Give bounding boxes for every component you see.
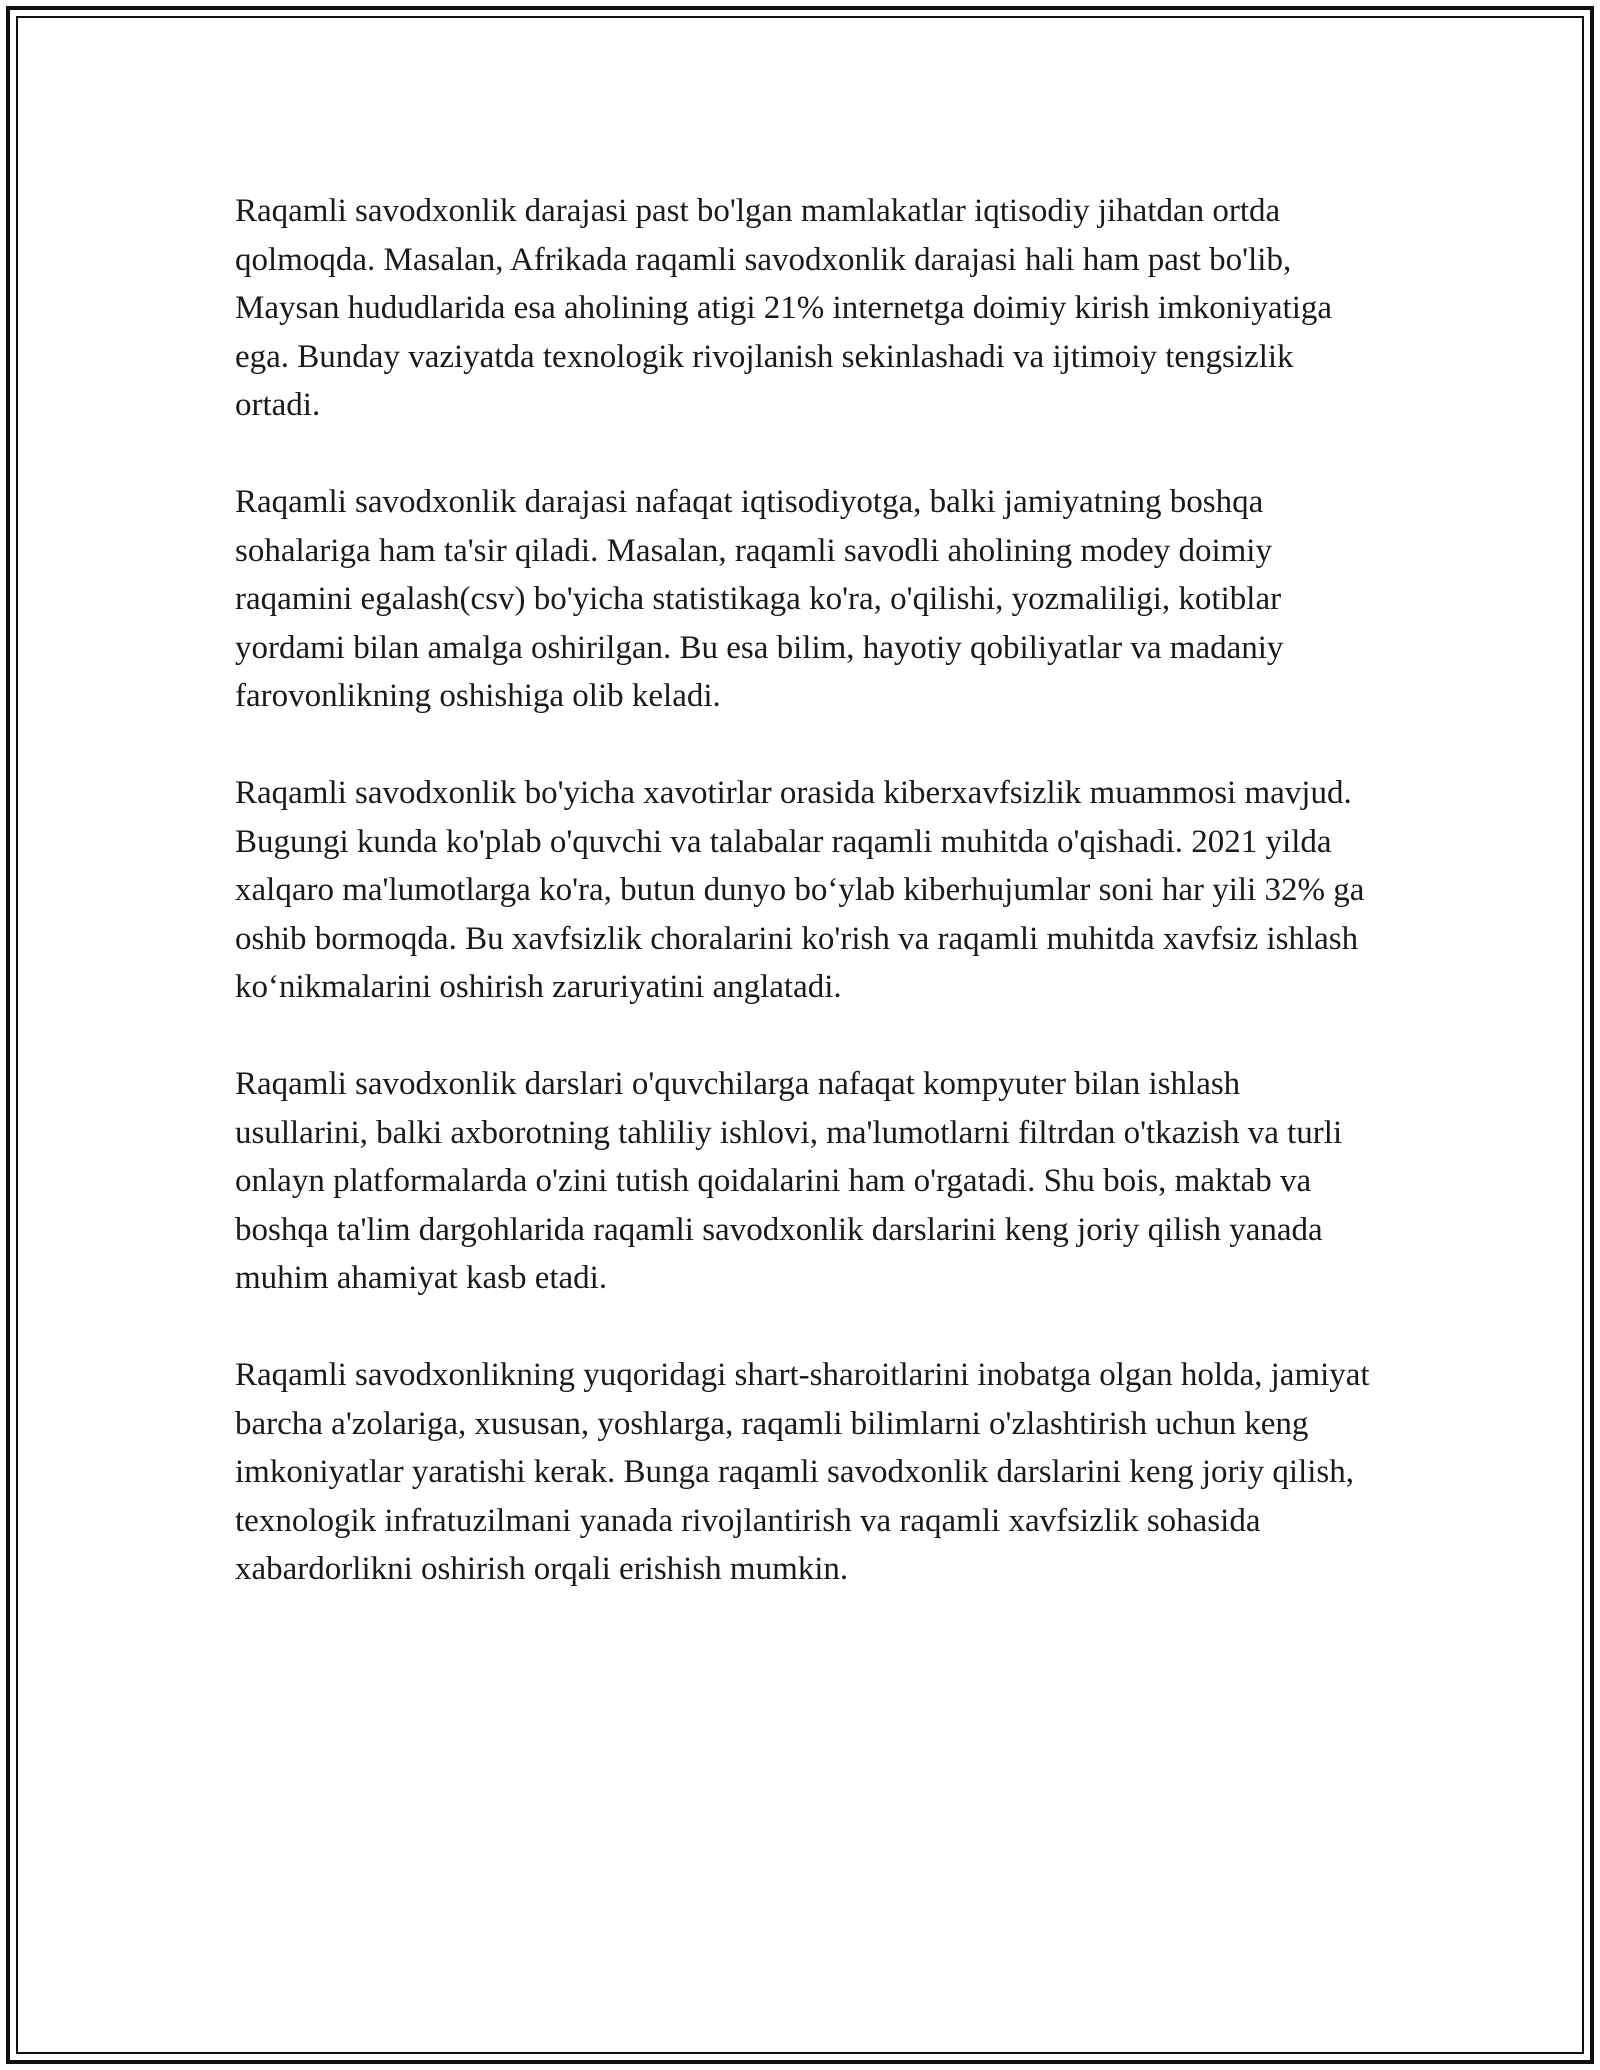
document-body [235, 187, 1375, 1594]
paragraph-1: Raqamli savodxonlik darajasi past bo'lgan mamlakatlar iqtisodiy jihatdan ortda qolmoqda. Masalan, Afrikada raqamli savodxonlik darajasi hali ham past bo'lib, Maysan hududlarida esa aholining atigi 21% internetga doimiy kirish imkoniyatiga ega. Bunday vaziyatda texnologik rivojlanish sekinlashadi va ijtimoiy tengsizlik ortadi. [235, 193, 1333, 423]
paragraph-5: Raqamli savodxonlikning yuqoridagi shart-sharoitlarini inobatga olgan holda, jamiyat barcha a'zolariga, xususan, yoshlarga, raqamli bilimlarni o'zlashtirish uchun keng imkoniyatlar yaratishi kerak. Bunga raqamli savodxonlik darslarini keng joriy qilish, texnologik infratuzilmani yanada rivojlantirish va raqamli xavfsizlik sohasida xabardorlikni oshirish orqali erishish mumkin. [235, 1357, 1370, 1587]
paragraph-3: Raqamli savodxonlik bo'yicha xavotirlar orasida kiberxavfsizlik muammosi mavjud. Bugungi kunda ko'plab o'quvchi va talabalar raqamli muhitda o'qishadi. 2021 yilda xalqaro ma'lumotlarga ko'ra, butun dunyo bo‘ylab kiberhujumlar soni har yili 32% ga oshib bormoqda. Bu xavfsizlik choralarini ko'rish va raqamli muhitda xavfsiz ishlash ko‘nikmalarini oshirish zaruriyatini anglatadi. [235, 775, 1365, 1005]
paragraph-4: Raqamli savodxonlik darslari o'quvchilarga nafaqat kompyuter bilan ishlash usullarini, balki axborotning tahliliy ishlovi, ma'lumotlarni filtrdan o'tkazish va turli onlayn platformalarda o'zini tutish qoidalarini ham o'rgatadi. Shu bois, maktab va boshqa ta'lim dargohlarida raqamli savodxonlik darslarini keng joriy qilish yanada muhim ahamiyat kasb etadi. [235, 1066, 1343, 1296]
paragraph-2: Raqamli savodxonlik darajasi nafaqat iqtisodiyotga, balki jamiyatning boshqa sohalariga ham ta'sir qiladi. Masalan, raqamli savodli aholining modey doimiy raqamini egalash(csv) bo'yicha statistikaga ko'ra, o'qilishi, yozmaliligi, kotiblar yordami bilan amalga oshirilgan. Bu esa bilim, hayotiy qobiliyatlar va madaniy farovonlikning oshishiga olib keladi. [235, 484, 1284, 714]
